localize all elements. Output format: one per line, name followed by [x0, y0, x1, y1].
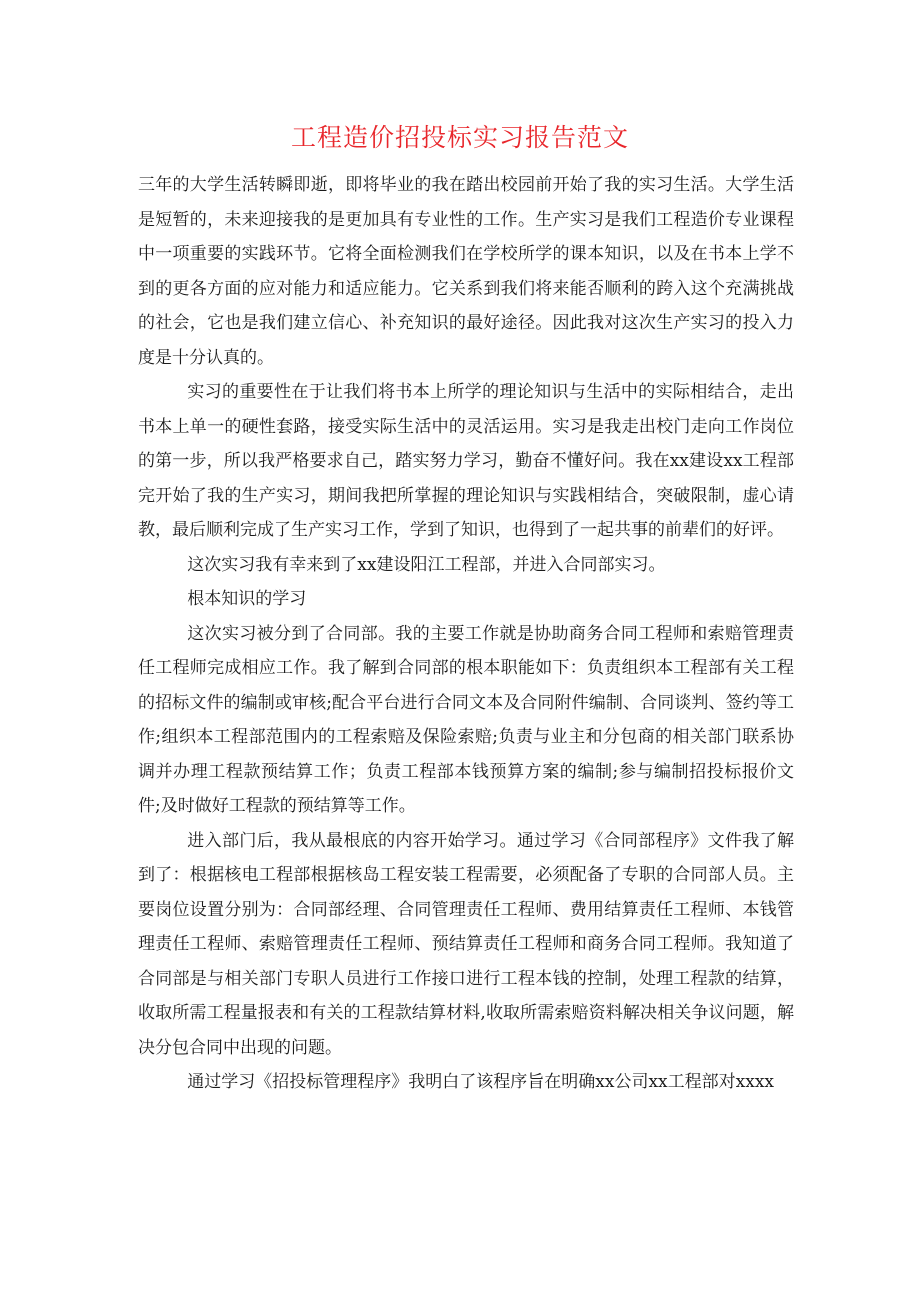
paragraph-contract-procedure: 进入部门后，我从最根底的内容开始学习。通过学习《合同部程序》文件我了解到了：根据核电工程部根据核岛工程安装工程需要，必须配备了专职的合同部人员。主要岗位设置分别为：合同部经理、合同管理责任工程师、费用结算责任工程师、本钱管理责任工程师、索赔管理责任工程师、预结算责任工程师和商务合同工程师。我知道了合同部是与相关部门专职人员进行工作接口进行工程本钱的控制，处理工程款的结算，收取所需工程量报表和有关的工程款结算材料,收取所需索赔资料解决相关争议问题，解决分包合同中出现的问题。 — [138, 830, 794, 1058]
paragraph-contract-dept-duties: 这次实习被分到了合同部。我的主要工作就是协助商务合同工程师和索赔管理责任工程师完成相应工作。我了解到合同部的根本职能如下：负责组织本工程部有关工程的招标文件的编制或审核;配合平台进行合同文本及合同附件编制、合同谈判、签约等工作;组织本工程部范围内的工程索赔及保险索赔;负责与业主和分包商的相关部门联系协调并办理工程款预结算工作；负责工程部本钱预算方案的编制;参与编制招投标报价文件;及时做好工程款的预结算等工作。 — [138, 623, 794, 816]
paragraph-intro: 三年的大学生活转瞬即逝，即将毕业的我在踏出校园前开始了我的实习生活。大学生活是短暂的，未来迎接我的是更加具有专业性的工作。生产实习是我们工程造价专业课程中一项重要的实践环节。它将全面检测我们在学校所学的课本知识，以及在书本上学不到的更各方面的应对能力和适应能力。它关系到我们将来能否顺利的跨入这个充满挑战的社会，它也是我们建立信心、补充知识的最好途径。因此我对这次生产实习的投入力度是十分认真的。 — [138, 175, 794, 368]
paragraph-bidding-procedure: 通过学习《招投标管理程序》我明白了该程序旨在明确xx公司xx工程部对xxxx — [187, 1072, 774, 1092]
section-heading-basic-knowledge: 根本知识的学习 — [187, 589, 307, 609]
paragraph-placement: 这次实习我有幸来到了xx建设阳江工程部，并进入合同部实习。 — [187, 554, 666, 575]
document-title: 工程造价招投标实习报告范文 — [290, 123, 629, 152]
document-body — [138, 168, 794, 1100]
paragraph-importance: 实习的重要性在于让我们将书本上所学的理论知识与生活中的实际相结合，走出书本上单一的硬性套路，接受实际生活中的灵活运用。实习是我走出校门走向工作岗位的第一步，所以我严格要求自己，踏实努力学习，勤奋不懂好问。我在xx建设xx工程部完开始了我的生产实习，期间我把所掌握的理论知识与实践相结合，突破限制，虚心请教，最后顺利完成了生产实习工作，学到了知识，也得到了一起共事的前辈们的好评。 — [138, 382, 794, 540]
